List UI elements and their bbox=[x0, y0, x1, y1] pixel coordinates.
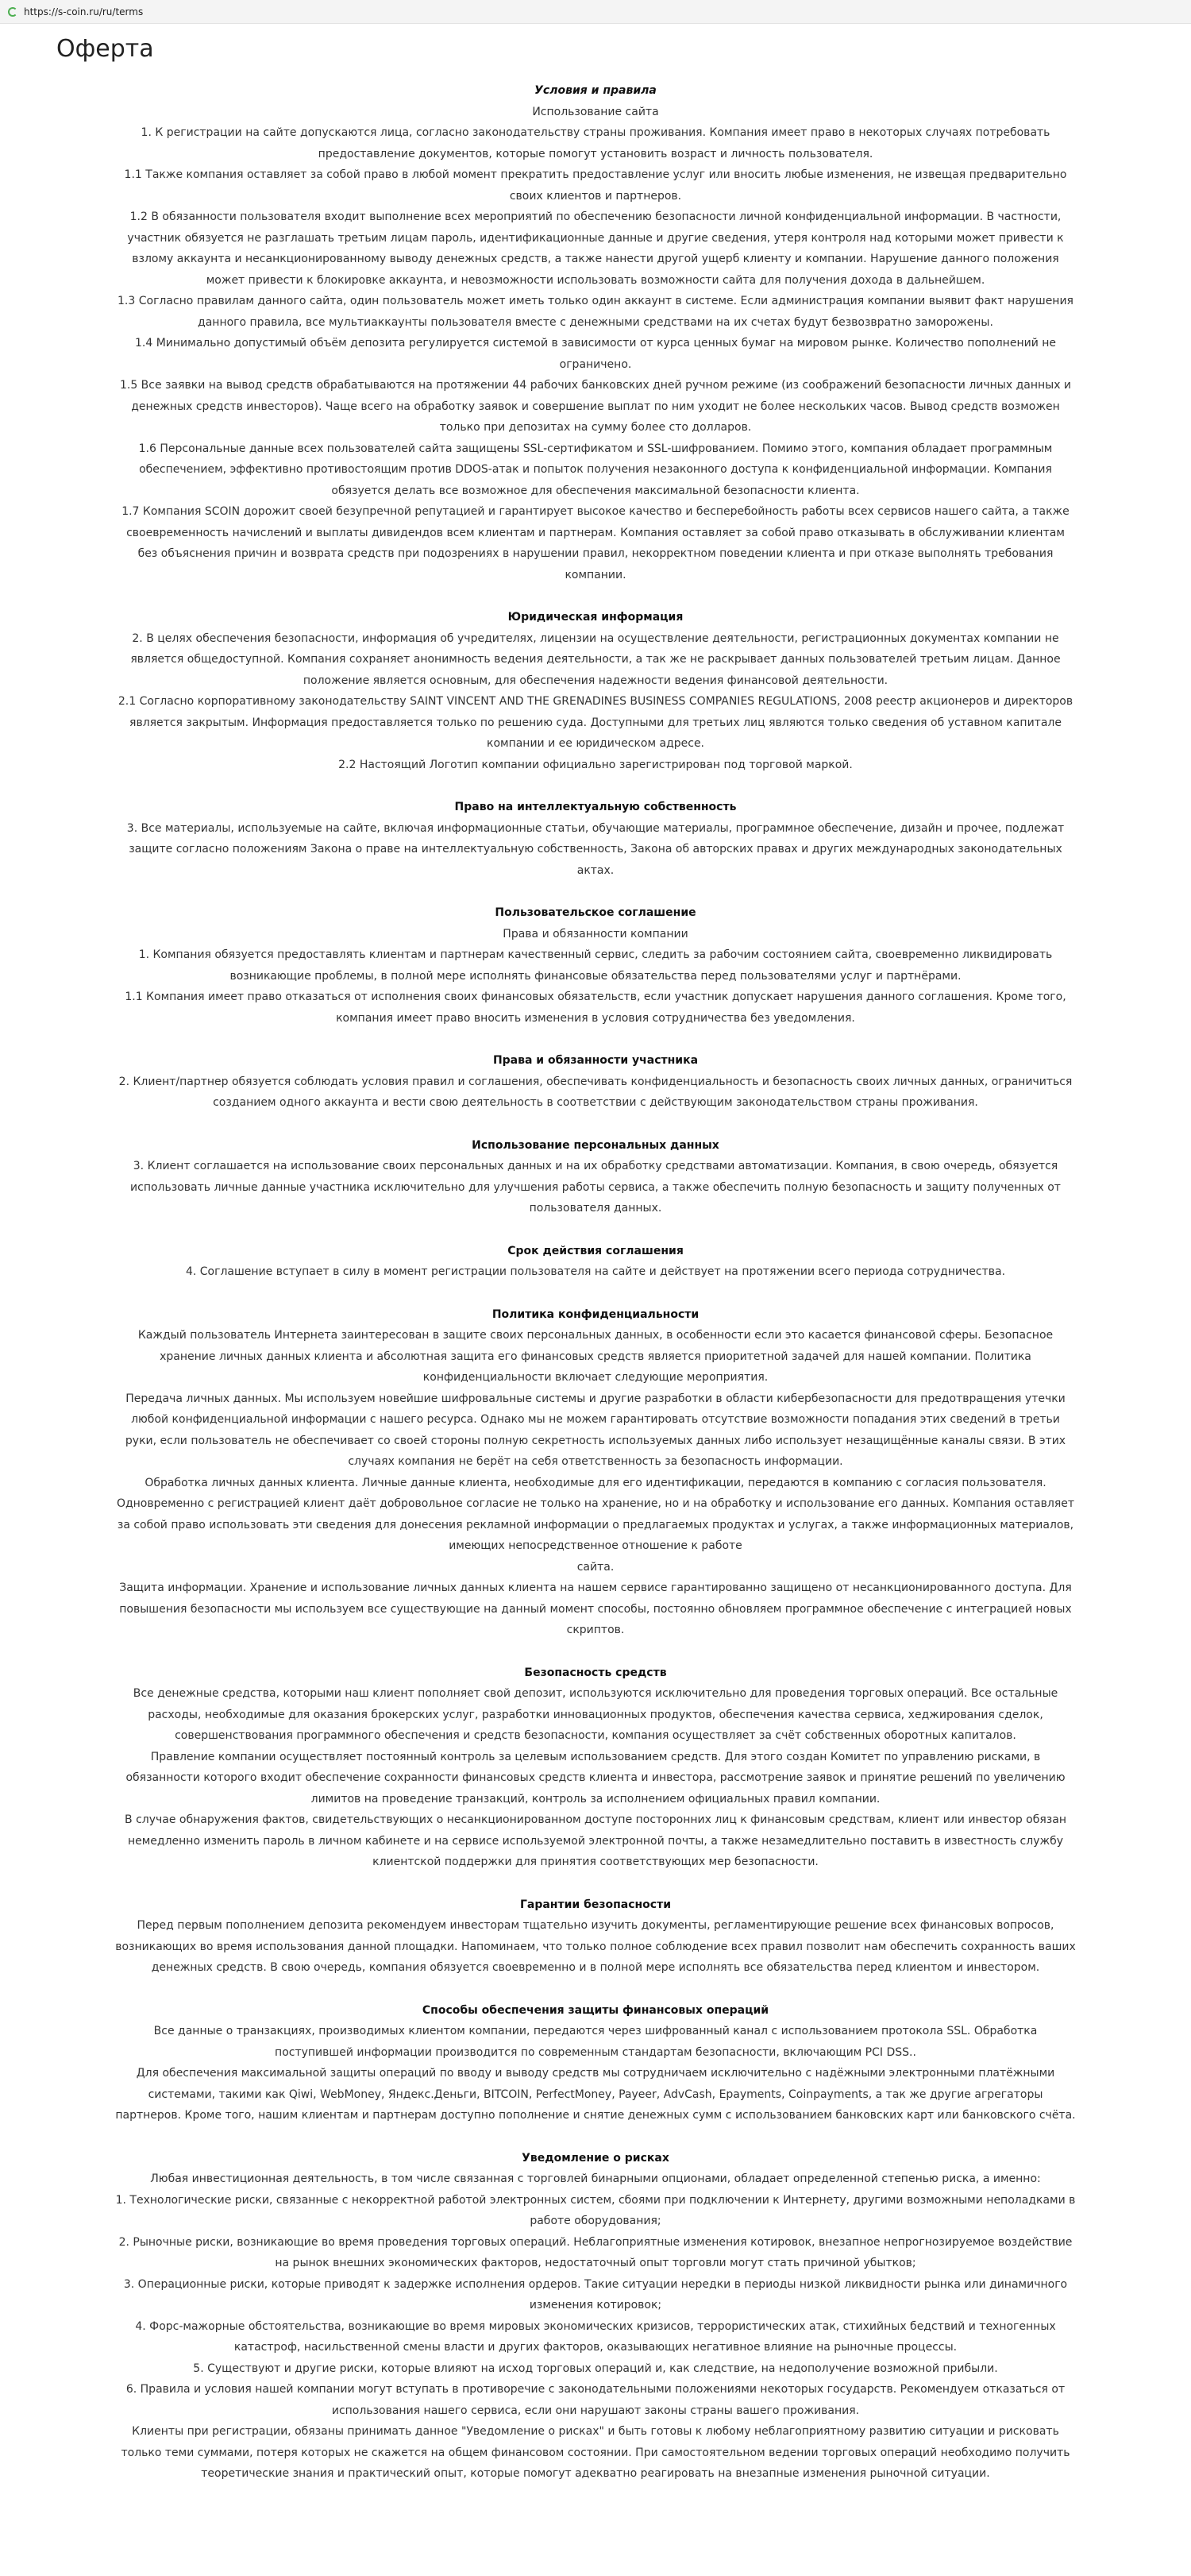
section-paragraph: 1. Технологические риски, связанные с некорректной работой электронных систем, сбоями при подключении к Интернету, другими возможными неполадками в работе оборудования; bbox=[115, 2193, 1076, 2227]
section-paragraph: 1.5 Все заявки на вывод средств обрабатываются на протяжении 44 рабочих банковских дней ручном режиме (из соображений безопасности личных данных и денежных средств инвесторов). Чаще всего на обработку заявок и совершение выплат по ним уходит не более нескольких часов. Вывод средств возможен только при депозитах на сумму более сто долларов. bbox=[119, 379, 1072, 434]
section-paragraph: 2. Клиент/партнер обязуется соблюдать условия правил и соглашения, обеспечивать конфиденциальность и безопасность своих личных данных, ограничиться созданием одного аккаунта и вести свою деятельность в соответствии с действующим законодательством страны проживания. bbox=[118, 1075, 1073, 1109]
page-title: Оферта bbox=[56, 35, 154, 63]
section-paragraph: Передача личных данных. Мы используем новейшие шифровальные системы и другие разработки в области кибербезопасности для предотвращения утечки любой конфиденциальной информации с нашего ресурса. Однако мы не можем гарантировать отсутствие возможности попадания этих сведений в третьи руки, если пользователь не обеспечивает со своей стороны полную секретность используемых данных либо использует незащищённые каналы связи. В этих случаях компания не берёт на себя ответственность за безопасность информации. bbox=[125, 1392, 1066, 1468]
section-paragraph: 2. В целях обеспечения безопасности, информация об учредителях, лицензии на осуществление деятельности, регистрационных документах компании не является общедоступной. Компания сохраняет анонимность ведения деятельности, а так же не раскрывает данных пользователей третьим лицам. Данное положение является основным, для обеспечения надежности ведения финансовой деятельности. bbox=[130, 631, 1061, 687]
section-paragraph: Все данные о транзакциях, производимых клиентом компании, передаются через шифрованный канал с использованием протокола SSL. Обработка поступившей информации производится по современным стандартам безопасности, включающим PCI DSS.. bbox=[153, 2025, 1038, 2059]
section-paragraph: 1.1 Также компания оставляет за собой право в любой момент прекратить предоставление услуг или вносить любые изменения, не извещая предварительно своих клиентов и партнеров. bbox=[124, 168, 1067, 203]
section-paragraph: 3. Все материалы, используемые на сайте, включая информационные статьи, обучающие материалы, программное обеспечение, дизайн и прочее, подлежат защите согласно положениям Закона о праве на интеллектуальную собственность, Закона об авторских правах и других международных законодательных актах. bbox=[126, 821, 1065, 877]
section-paragraph: 1.7 Компания SCOIN дорожит своей безупречной репутацией и гарантирует высокое качество и бесперебойность работы всех сервисов нашего сайта, а также своевременность начислений и выплаты дивидендов всем клиентам и партнерам. Компания оставляет за собой право отказывать в обслуживании клиентам без объяснения причин и возврата средств при подозрениях в нарушении правил, некорректном поведении клиента и при отказе выполнять требования компании. bbox=[121, 505, 1070, 581]
section-title: Срок действия соглашения bbox=[507, 1244, 684, 1257]
terms-section bbox=[115, 1663, 1076, 1873]
section-paragraph: сайта. bbox=[576, 1560, 615, 1574]
section-paragraph: В случае обнаружения фактов, свидетельствующих о несанкционированном доступе посторонних лиц к финансовым средствам, клиент или инвестор обязан немедленно изменить пароль в личном кабинете и на сервисе используемой электронной почты, а также незамедлительно поставить в известность службу клиентской поддержки для принятия соответствующих мер безопасности. bbox=[125, 1813, 1066, 1868]
site-favicon-icon bbox=[8, 7, 17, 17]
section-title: Юридическая информация bbox=[507, 611, 684, 624]
terms-section bbox=[115, 1135, 1076, 1219]
section-paragraph: 1.2 В обязанности пользователя входит выполнение всех мероприятий по обеспечению безопасности личной конфиденциальной информации. В частности, участник обязуется не разглашать третьим лицам пароль, идентификационные данные и другие сведения, утеря контроля над которыми может привести к взлому аккаунта и несанкционированному выводу денежных средств, а также нанести другой ущерб клиенту и компании. Нарушение данного положения может привести к блокировке аккаунта, и невозможности использовать возможности сайта для получения дохода в дальнейшем. bbox=[127, 210, 1064, 287]
section-title: Безопасность средств bbox=[524, 1666, 667, 1679]
section-paragraph: Перед первым пополнением депозита рекомендуем инвесторам тщательно изучить документы, регламентирующие решение всех финансовых вопросов, возникающих во время использования данной площадки. Напоминаем, что только полное соблюдение всех правил позволит нам обеспечить сохранность ваших денежных средств. В свою очередь, компания обязуется своевременно и в полной мере исполнять все обязательства перед клиентом и инвестором. bbox=[115, 1919, 1076, 1974]
section-paragraph: 1.6 Персональные данные всех пользователей сайта защищены SSL-сертификатом и SSL-шифрованием. Помимо этого, компания обладает программным обеспечением, эффективно противостоящим против DDOS-атак и попыток получения незаконного доступа к конфиденциальной информации. Компания обязуется делать все возможное для обеспечения максимальной безопасности клиента. bbox=[138, 442, 1053, 497]
terms-section bbox=[115, 2000, 1076, 2126]
terms-section bbox=[115, 80, 1076, 585]
section-title: Уведомление о рисках bbox=[522, 2151, 669, 2165]
section-paragraph: 1. К регистрации на сайте допускаются лица, согласно законодательству страны проживания. Компания имеет право в некоторых случаях потребовать предоставление документов, которые помогут установить возраст и личность пользователя. bbox=[141, 126, 1050, 160]
section-title: Право на интеллектуальную собственность bbox=[454, 801, 737, 813]
section-paragraph: Каждый пользователь Интернета заинтересован в защите своих персональных данных, в особенности если это касается финансовой сферы. Безопасное хранение личных данных клиента и абсолютная защита его финансовых средств является приоритетной задачей для нашей компании. Политика конфиденциальности включает следующие мероприятия. bbox=[137, 1329, 1054, 1384]
section-paragraph: 2.1 Согласно корпоративному законодательству SAINT VINCENT AND THE GRENADINES BUSINESS COMPANIES REGULATIONS, 2008 реестр акционеров и директоров является закрытым. Информация предоставляется только по решению суда. Доступными для третьих лиц являются только сведения об уставном капитале компании и ее юридическом адресе. bbox=[118, 695, 1073, 750]
section-paragraph: 3. Операционные риски, которые приводят к задержке исполнения ордеров. Такие ситуации нередки в периоды низкой ликвидности рынка или динамичного изменения котировок; bbox=[123, 2277, 1068, 2311]
terms-section bbox=[115, 2148, 1076, 2485]
section-title: Способы обеспечения защиты финансовых операций bbox=[422, 2003, 769, 2017]
terms-section bbox=[115, 607, 1076, 775]
section-paragraph: 1.1 Компания имеет право отказаться от исполнения своих финансовых обязательств, если участник допускает нарушения данного соглашения. Кроме того, компания имеет право вносить изменения в условия сотрудничества без уведомления. bbox=[125, 991, 1066, 1025]
section-paragraph: Любая инвестиционная деятельность, в том числе связанная с торговлей бинарными опционами, обладает определенной степенью риска, а именно: bbox=[150, 2172, 1041, 2185]
terms-section bbox=[115, 1241, 1076, 1283]
section-subtitle: Использование сайта bbox=[532, 105, 659, 118]
section-title: Политика конфиденциальности bbox=[491, 1307, 700, 1321]
section-title: Использование персональных данных bbox=[472, 1138, 719, 1152]
section-paragraph: 3. Клиент соглашается на использование своих персональных данных и на их обработку средствами автоматизации. Компания, в свою очередь, обязуется использовать личные данные участника исключительно для улучшения работы сервиса, а также обеспечить полную безопасность и защиту полученных от пользователя данных. bbox=[130, 1160, 1061, 1215]
address-bar[interactable] bbox=[0, 0, 1191, 24]
section-paragraph: Все денежные средства, которыми наш клиент пополняет свой депозит, используются исключительно для проведения торговых операций. Все остальные расходы, необходимые для оказания брокерских услуг, разработки инновационных продуктов, обеспечения качества сервиса, хеджирования сделок, совершенствования программного обеспечения и средств безопасности, компания осуществляет за счёт собственных оборотных капиталов. bbox=[133, 1687, 1058, 1742]
section-paragraph: Клиенты при регистрации, обязаны принимать данное "Уведомление о рисках" и быть готовы к любому неблагоприятному развитию ситуации и рисковать только теми суммами, потеря которых не скажется на общем финансовом состоянии. При самостоятельном ведении торговых операций необходимо получить теоретические знания и практический опыт, которые помогут адекватно реагировать на внезапные изменения рыночной ситуации. bbox=[121, 2425, 1070, 2480]
section-paragraph: Обработка личных данных клиента. Личные данные клиента, необходимые для его идентификации, передаются в компанию с согласия пользователя. bbox=[145, 1476, 1046, 1489]
section-paragraph: 4. Соглашение вступает в силу в момент регистрации пользователя на сайте и действует на протяжении всего периода сотрудничества. bbox=[185, 1265, 1006, 1278]
terms-section bbox=[115, 1050, 1076, 1114]
section-paragraph: Правление компании осуществляет постоянный контроль за целевым использованием средств. Для этого создан Комитет по управлению рисками, в обязанности которого входит обеспечение сохранности финансовых средств клиента и инвестора, рассмотрение заявок и принятие решений по увеличению лимитов на проведение транзакций, контроль за исполнением официальных правил компании. bbox=[125, 1750, 1066, 1806]
terms-document bbox=[115, 80, 1076, 2485]
section-paragraph: 2.2 Настоящий Логотип компании официально зарегистрирован под торговой маркой. bbox=[338, 758, 853, 771]
section-paragraph: 6. Правила и условия нашей компании могут вступать в противоречие с законодательными положениями некоторых государств. Рекомендуем отказаться от использования нашего сервиса, если они нарушают законы страны вашего проживания. bbox=[125, 2383, 1066, 2417]
section-paragraph: 1. Компания обязуется предоставлять клиентам и партнерам качественный сервис, следить за рабочим состоянием сайта, своевременно ликвидировать возникающие проблемы, в полной мере исполнять финансовые обязательства перед пользователями услуг и партнёрами. bbox=[138, 948, 1053, 983]
terms-section bbox=[115, 1894, 1076, 1979]
terms-section bbox=[115, 1304, 1076, 1641]
section-title: Гарантии безопасности bbox=[519, 1898, 672, 1911]
section-paragraph: 4. Форс-мажорные обстоятельства, возникающие во время мировых экономических кризисов, террористических атак, стихийных бедствий и техногенных катастроф, насильственной смены власти и других факторов, оказывающих негативное влияние на рыночные процессы. bbox=[135, 2319, 1056, 2354]
section-paragraph: 2. Рыночные риски, возникающие во время проведения торговых операций. Неблагоприятные изменения котировок, внезапное непрогнозируемое воздействие на рынок внешних экономических факторов, недостаточный опыт торговли могут стать причиной убытков; bbox=[118, 2235, 1073, 2269]
section-paragraph: 5. Существуют и другие риски, которые влияют на исход торговых операций и, как следствие, на недополучение возможной прибыли. bbox=[193, 2362, 998, 2375]
terms-section bbox=[115, 902, 1076, 1029]
terms-section bbox=[115, 797, 1076, 881]
page-content bbox=[56, 24, 1076, 2485]
section-paragraph: Для обеспечения максимальной защиты операций по вводу и выводу средств мы сотрудничаем исключительно с надёжными электронными платёжными системами, такими как Qiwi, WebMoney, Яндекс.Деньги, BITCOIN, PerfectMoney, Payeer, AdvCash, Epayments, Coinpayments, а так же другие агрегаторы партнеров. Кроме того, нашим клиентам и партнерам доступно пополнение и снятие денежных сумм с использованием банковских карт или банковского счёта. bbox=[115, 2067, 1076, 2122]
section-paragraph: Одновременно с регистрацией клиент даёт добровольное согласие не только на хранение, но и на обработку и использование его данных. Компания оставляет за собой право использовать эти сведения для донесения рекламной информации о предлагаемых продуктах и услугах, а также информационных материалов, имеющих непосредственное отношение к работе bbox=[116, 1497, 1075, 1552]
section-title: Права и обязанности участника bbox=[492, 1054, 699, 1067]
section-paragraph: 1.4 Минимально допустимый объём депозита регулируется системой в зависимости от курса ценных бумаг на мировом рынке. Количество пополнений не ограничено. bbox=[134, 337, 1057, 371]
section-title: Условия и правила bbox=[534, 84, 657, 97]
section-title: Пользовательское соглашение bbox=[495, 906, 696, 919]
section-subtitle: Права и обязанности компании bbox=[503, 927, 688, 940]
address-bar-url[interactable]: https://s-coin.ru/ru/terms bbox=[24, 6, 144, 17]
section-paragraph: 1.3 Согласно правилам данного сайта, один пользователь может иметь только один аккаунт в системе. Если администрация компании выявит факт нарушения данного правила, все мультиаккаунты пользователя вместе с денежными средствами на их счетах будут безвозвратно заморожены. bbox=[118, 295, 1073, 329]
section-paragraph: Защита информации. Хранение и использование личных данных клиента на нашем сервисе гарантированно защищено от несанкционированного доступа. Для повышения безопасности мы используем все существующие на данный момент способы, постоянно обновляем программное обеспечение с интеграцией новых скриптов. bbox=[119, 1582, 1072, 1636]
